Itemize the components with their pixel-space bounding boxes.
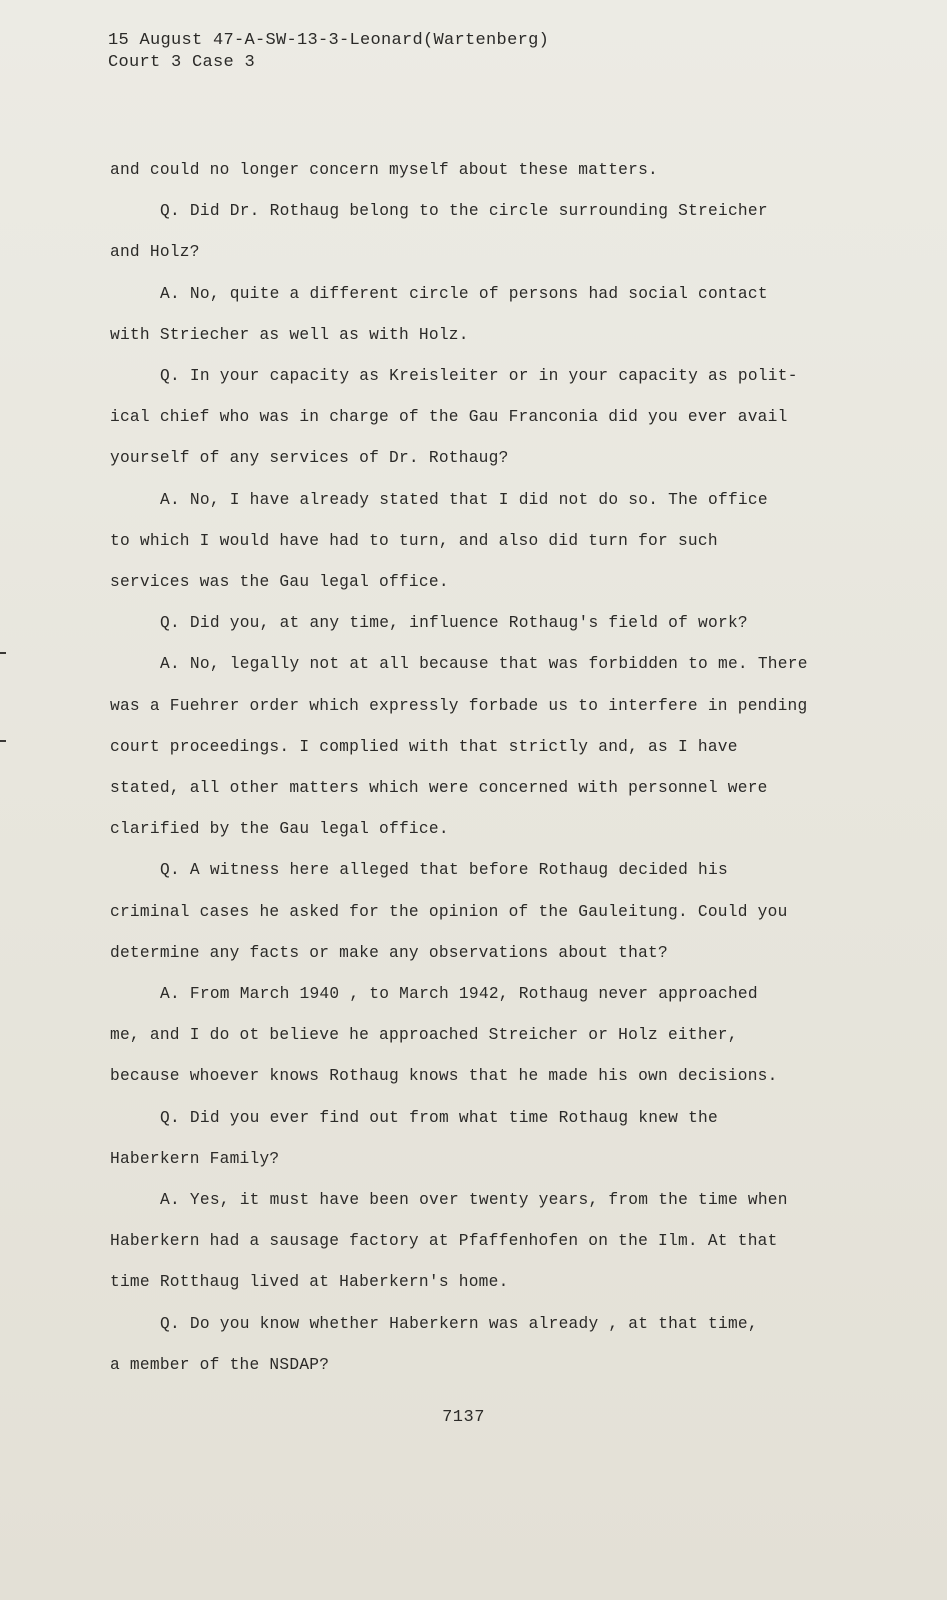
transcript-line: A. No, legally not at all because that was forbidden to me. There [160, 655, 808, 674]
transcript-line: clarified by the Gau legal office. [110, 820, 449, 839]
transcript-line: Q. Did you ever find out from what time Rothaug knew the [160, 1108, 718, 1127]
transcript-line: with Striecher as well as with Holz. [110, 325, 469, 344]
transcript-line: Haberkern had a sausage factory at Pfaffenhofen on the Ilm. At that [110, 1232, 778, 1251]
margin-mark [0, 740, 6, 742]
margin-mark [0, 652, 6, 654]
transcript-line: Q. In your capacity as Kreisleiter or in your capacity as polit- [160, 367, 798, 386]
transcript-line: determine any facts or make any observations about that? [110, 943, 668, 962]
transcript-line: Haberkern Family? [110, 1149, 280, 1168]
transcript-line: because whoever knows Rothaug knows that he made his own decisions. [110, 1067, 778, 1086]
header-court-case-line: Court 3 Case 3 [108, 53, 256, 72]
transcript-line: Q. A witness here alleged that before Rothaug decided his [160, 861, 728, 880]
transcript-line: yourself of any services of Dr. Rothaug? [110, 449, 509, 468]
transcript-line: time Rotthaug lived at Haberkern's home. [110, 1273, 509, 1292]
transcript-line: a member of the NSDAP? [110, 1355, 330, 1374]
transcript-line: ical chief who was in charge of the Gau Franconia did you ever avail [110, 408, 788, 427]
transcript-line: Q. Do you know whether Haberkern was already , at that time, [160, 1314, 758, 1333]
transcript-line: was a Fuehrer order which expressly forbade us to interfere in pending [110, 696, 808, 715]
transcript-line: and could no longer concern myself about these matters. [110, 161, 659, 179]
transcript-line: court proceedings. I complied with that strictly and, as I have [110, 737, 738, 756]
transcript-line: Q. Did you, at any time, influence Rothaug's field of work? [160, 614, 748, 633]
transcript-line: A. No, quite a different circle of persons had social contact [160, 284, 768, 303]
transcript-line: A. Yes, it must have been over twenty years, from the time when [160, 1191, 788, 1210]
transcript-line: stated, all other matters which were concerned with personnel were [110, 779, 768, 798]
page-number: 7137 [442, 1408, 485, 1427]
transcript-line: to which I would have had to turn, and also did turn for such [110, 531, 718, 550]
transcript-line: me, and I do ot believe he approached Streicher or Holz either, [110, 1026, 738, 1045]
header-reference-line: 15 August 47-A-SW-13-3-Leonard(Wartenberg) [108, 31, 550, 50]
transcript-line: A. No, I have already stated that I did not do so. The office [160, 490, 768, 509]
transcript-line: and Holz? [110, 243, 200, 262]
transcript-line: services was the Gau legal office. [110, 573, 449, 592]
transcript-line: A. From March 1940 , to March 1942, Rothaug never approached [160, 985, 758, 1004]
document-header [108, 30, 549, 74]
transcript-body [110, 150, 840, 1386]
transcript-line: criminal cases he asked for the opinion of the Gauleitung. Could you [110, 902, 788, 921]
transcript-line: Q. Did Dr. Rothaug belong to the circle surrounding Streicher [160, 202, 768, 221]
